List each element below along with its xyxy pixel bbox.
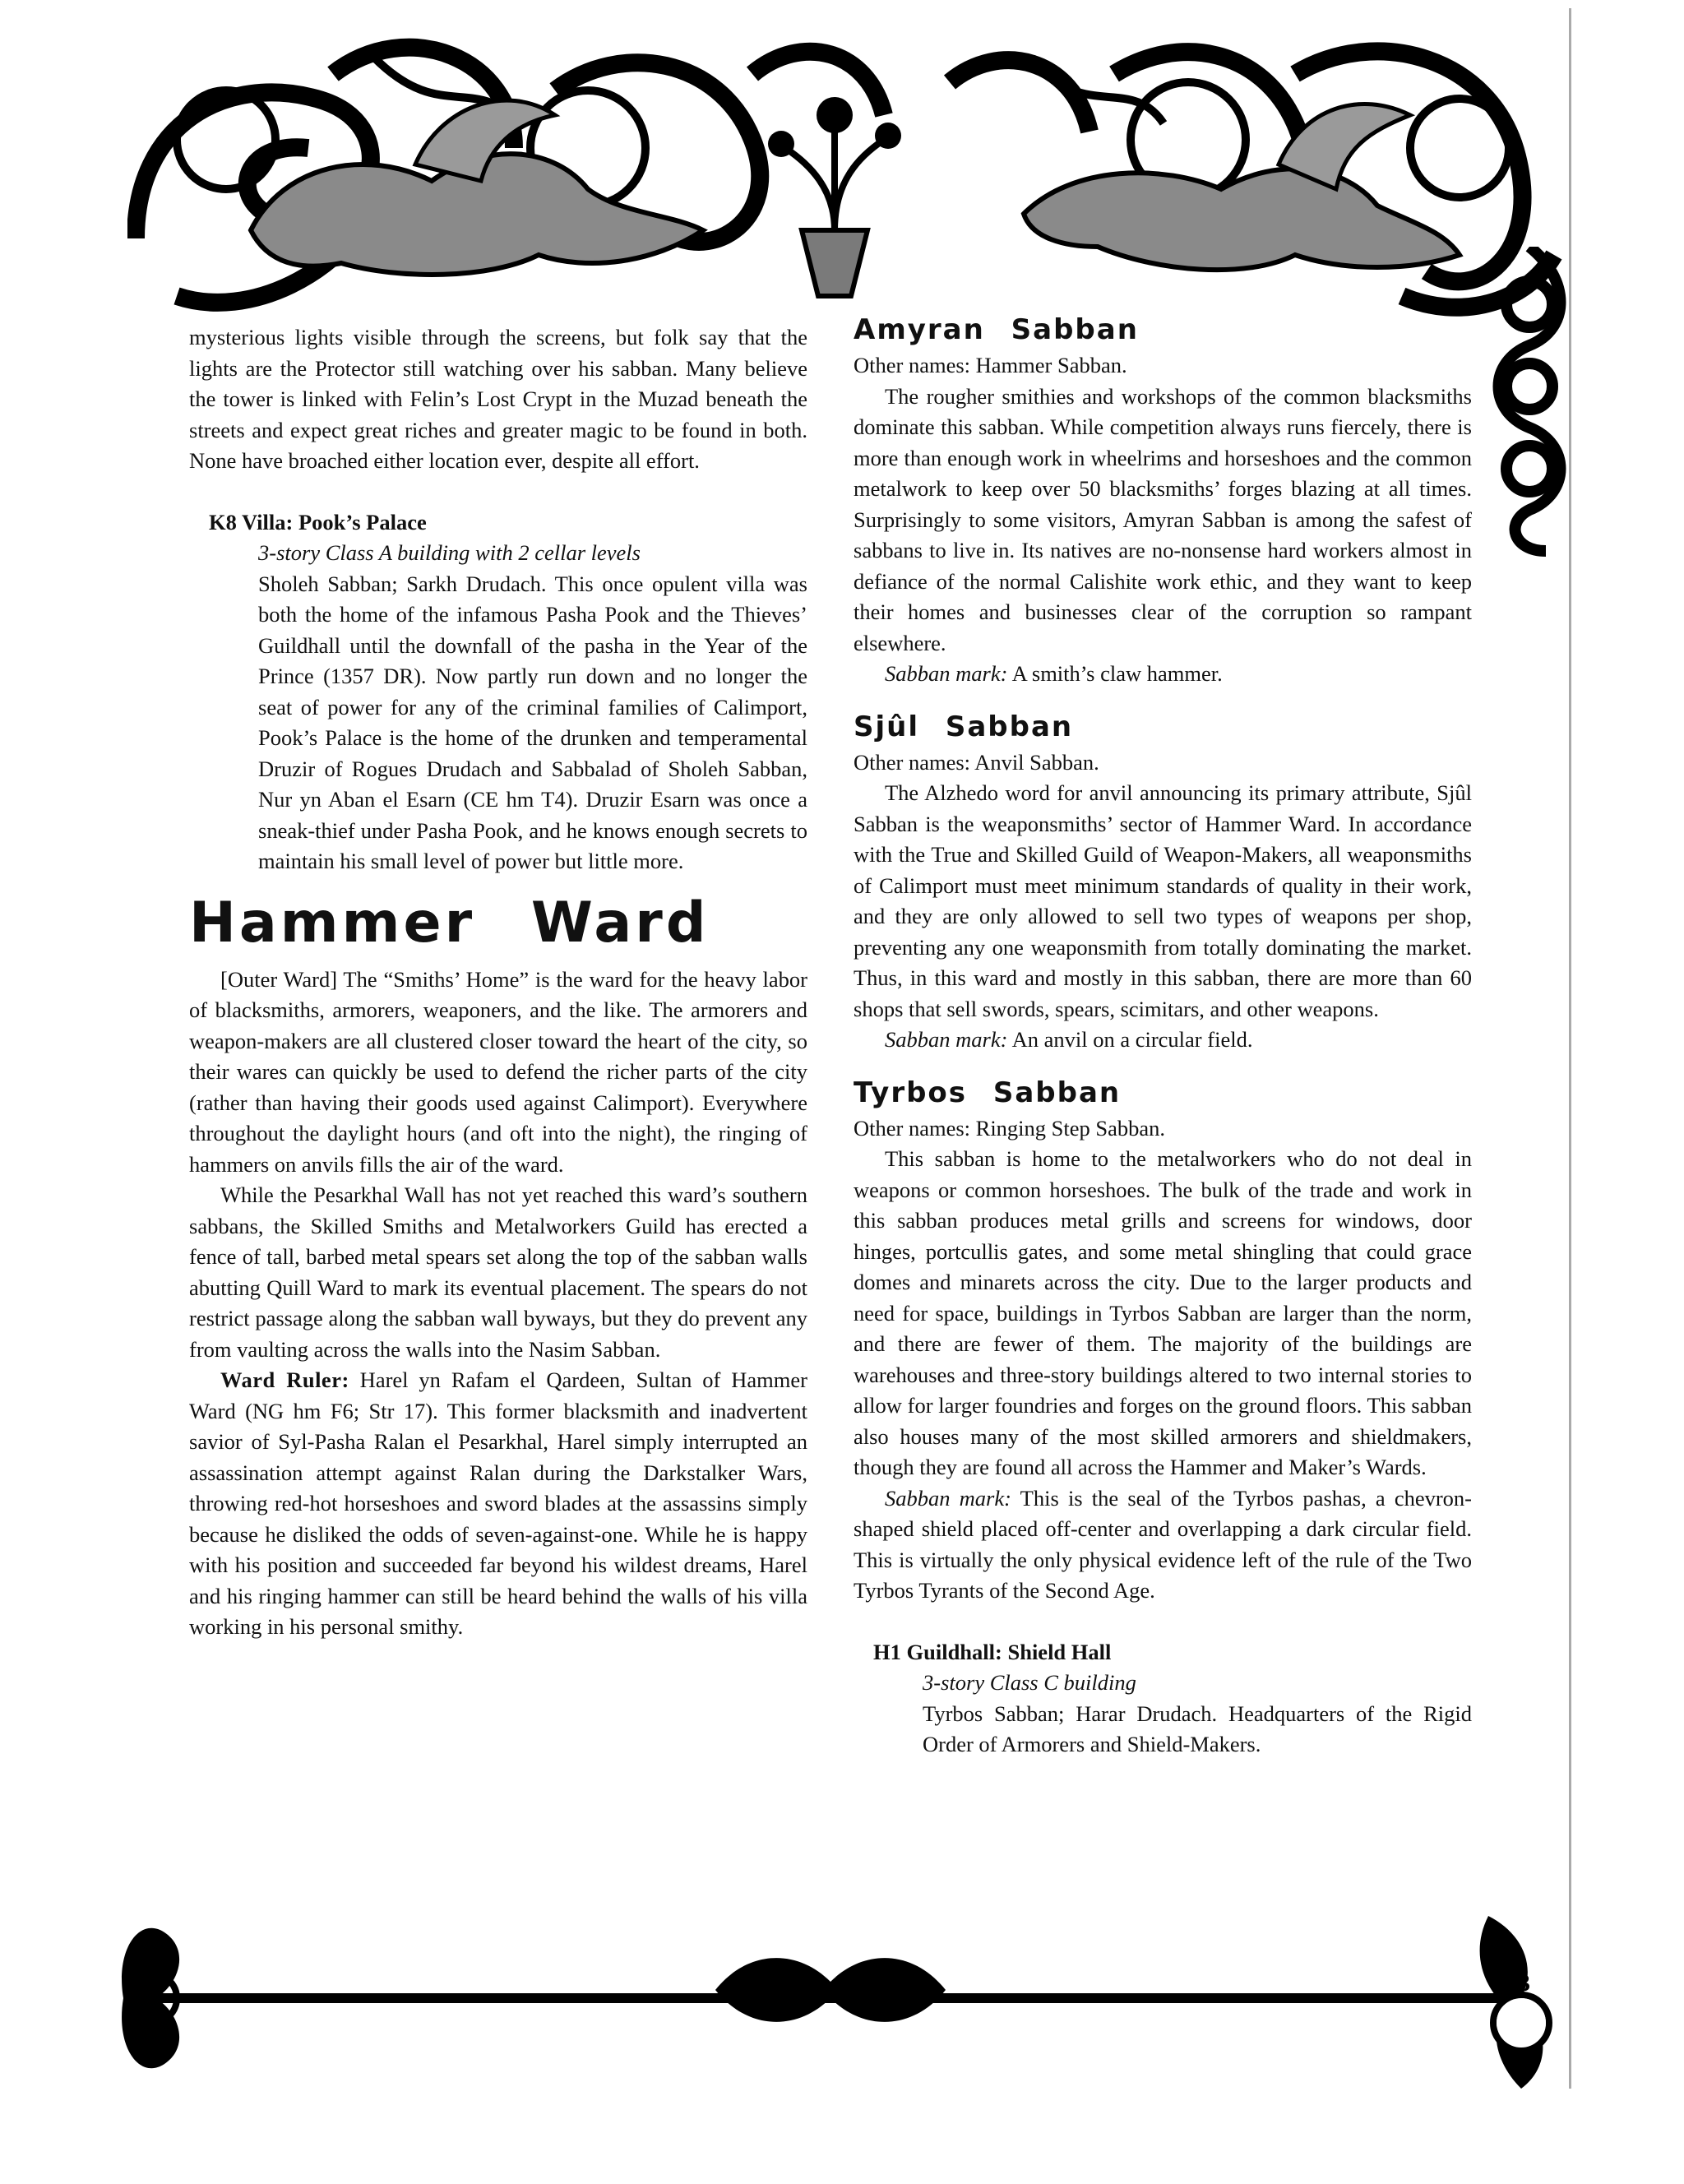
intro-paragraph: mysterious lights visible through the screens, but folk say that the lights are the Protector still watching over his sabban. Many believe the tower is linked with Felin’s Lost Crypt in the Muzad beneath the streets and expect great riches and greater magic to be found in both. None have broached either location ever, despite all effort. [189, 325, 807, 473]
tyrbos-mark [854, 1483, 1472, 1607]
ward-ruler-label: Ward Ruler: [220, 1367, 349, 1392]
h1-body: Tyrbos Sabban; Harar Drudach. Headquarters of the Rigid Order of Armorers and Shield-Makers. [923, 1700, 1472, 1756]
ward-paragraph-2: While the Pesarkhal Wall has not yet reached this ward’s southern sabbans, the Skilled Smiths and Metalworkers Guild has erected a fence of tall, barbed metal spears set along the top of the sabban walls abutting Quill Ward to mark its eventual placement. The spears do not restrict passage along the sabban wall byways, but they do prevent any from vaulting across the walls into the Nasim Sabban. [189, 1182, 807, 1362]
h1-heading: H1 Guildhall: Shield Hall [873, 1639, 1112, 1664]
tyrbos-body: This sabban is home to the metalworkers who do not deal in weapons or common horseshoes. The bulk of the trade and work in this sabban produces metal grills and screens for windows, door hinges, portcullis gates, and some metal shingling that could grace domes and minarets across the city. Due to the larger products and need for space, buildings in Tyrbos Sabban are larger than the norm, and there are fewer of them. The majority of the buildings are warehouses and three-story buildings altered to two internal stories to allow for larger foundries and forges on the ground floors. This sabban also houses many of the most skilled armorers and shieldmakers, though they are found all across the Hammer and Maker’s Wards. [854, 1146, 1472, 1479]
h1-subheading: 3-story Class C building [923, 1670, 1136, 1695]
amyran-title: Amyran Sabban [854, 313, 1139, 346]
amyran-mark-label: Sabban mark: [885, 661, 1008, 686]
ward-title: Hammer Ward [189, 890, 710, 956]
tyrbos-mark-label: Sabban mark: [885, 1485, 1011, 1511]
amyran-mark [854, 659, 1472, 690]
right-column [854, 311, 1472, 1761]
tyrbos-mark-text: This is the seal of the Tyrbos pashas, a chevron-shaped shield placed off-center and overlapping a dark circular field. This is virtually the only physical evidence left of the rule of the Two Tyrbos Tyrants of the Second Age. [854, 1485, 1472, 1603]
sjul-mark-label: Sabban mark: [885, 1027, 1008, 1052]
sjul-mark [854, 1025, 1472, 1056]
amyran-other-names: Other names: Hammer Sabban. [854, 353, 1127, 377]
sjul-title: Sjûl Sabban [854, 710, 1074, 743]
celtic-dragon-border-top [127, 25, 1562, 329]
ward-ruler-text: Harel yn Rafam el Qardeen, Sultan of Hammer Ward (NG hm F6; Str 17). This former blacksmith and inadvertent savior of Syl-Pasha Ralan el Pesarkhal, Harel simply interrupted an assassination attempt against Ralan during the Darkstalker Wars, throwing red-hot horseshoes and sword blades at the assassins simply because he disliked the odds of seven-against-one. While he is happy with his position and succeeded far beyond his wildest dreams, Harel and his ringing hammer can still be heard behind the walls of his villa working in his personal smithy. [189, 1367, 807, 1639]
amyran-mark-text: A smith’s claw hammer. [1007, 661, 1223, 686]
k8-entry [258, 538, 807, 877]
sjul-body: The Alzhedo word for anvil announcing its primary attribute, Sjûl Sabban is the weaponsmiths’ sector of Hammer Ward. In accordance with the True and Skilled Guild of Weapon-Makers, all weaponsmiths of Calimport must meet minimum standards of quality in their work, and they are only allowed to sell two types of weapons per shop, preventing any one weaponsmith from totally dominating the market. Thus, in this ward and mostly in this sabban, there are more than 60 shops that sell swords, spears, scimitars, and other weapons. [854, 780, 1472, 1021]
sjul-other-names: Other names: Anvil Sabban. [854, 749, 1099, 775]
ward-ruler-paragraph [189, 1365, 807, 1643]
left-column [189, 322, 807, 1643]
k8-body: Sholeh Sabban; Sarkh Drudach. This once opulent villa was both the home of the infamous Pasha Pook and the Thieves’ Guildhall until the downfall of the pasha in the Year of the Prince (1357 DR). Now partly run down and no longer the seat of power for any of the criminal families of Calimport, Pook’s Palace is the home of the drunken and temperamental Druzir of Rogues Drudach and Sabbalad of Sholeh Sabban, Nur yn Aban el Esarn (CE hm T4). Druzir Esarn was once a sneak-thief under Pasha Pook, and he knows enough secrets to maintain his small level of power but little more. [258, 571, 807, 873]
page-number: 43 [1506, 1969, 1530, 1997]
k8-subheading: 3-story Class A building with 2 cellar levels [258, 540, 641, 565]
sjul-mark-text: An anvil on a circular field. [1007, 1027, 1253, 1052]
ward-paragraph-1: [Outer Ward] The “Smiths’ Home” is the ward for the heavy labor of blacksmiths, armorers, weaponers, and the like. The armorers and weapon-makers are all clustered closer toward the heart of the city, so their wares can quickly be used to defend the richer parts of the city (rather than having their goods used against Calimport). Everywhere throughout the daylight hours (and oft into the night), the ringing of hammers on anvils fills the air of the ward. [189, 966, 807, 1177]
celtic-knot-right-ornament [1480, 247, 1579, 559]
amyran-body: The rougher smithies and workshops of the common blacksmiths dominate this sabban. While competition always runs fiercely, there is more than enough work in wheelrims and horseshoes and the common metalwork to keep over 50 blacksmiths’ forges blazing at all times. Surprisingly to some visitors, Amyran Sabban is among the safest of sabbans to live in. Its natives are no-nonsense hard workers almost in defiance of the normal Calishite work ethic, and they want to keep their homes and businesses clear of the corruption so rampant elsewhere. [854, 383, 1472, 655]
h1-entry [923, 1668, 1472, 1761]
tyrbos-title: Tyrbos Sabban [854, 1076, 1122, 1109]
celtic-scroll-border-bottom [107, 1899, 1579, 2097]
k8-heading: K8 Villa: Pook’s Palace [209, 509, 427, 534]
tyrbos-other-names: Other names: Ringing Step Sabban. [854, 1115, 1166, 1141]
